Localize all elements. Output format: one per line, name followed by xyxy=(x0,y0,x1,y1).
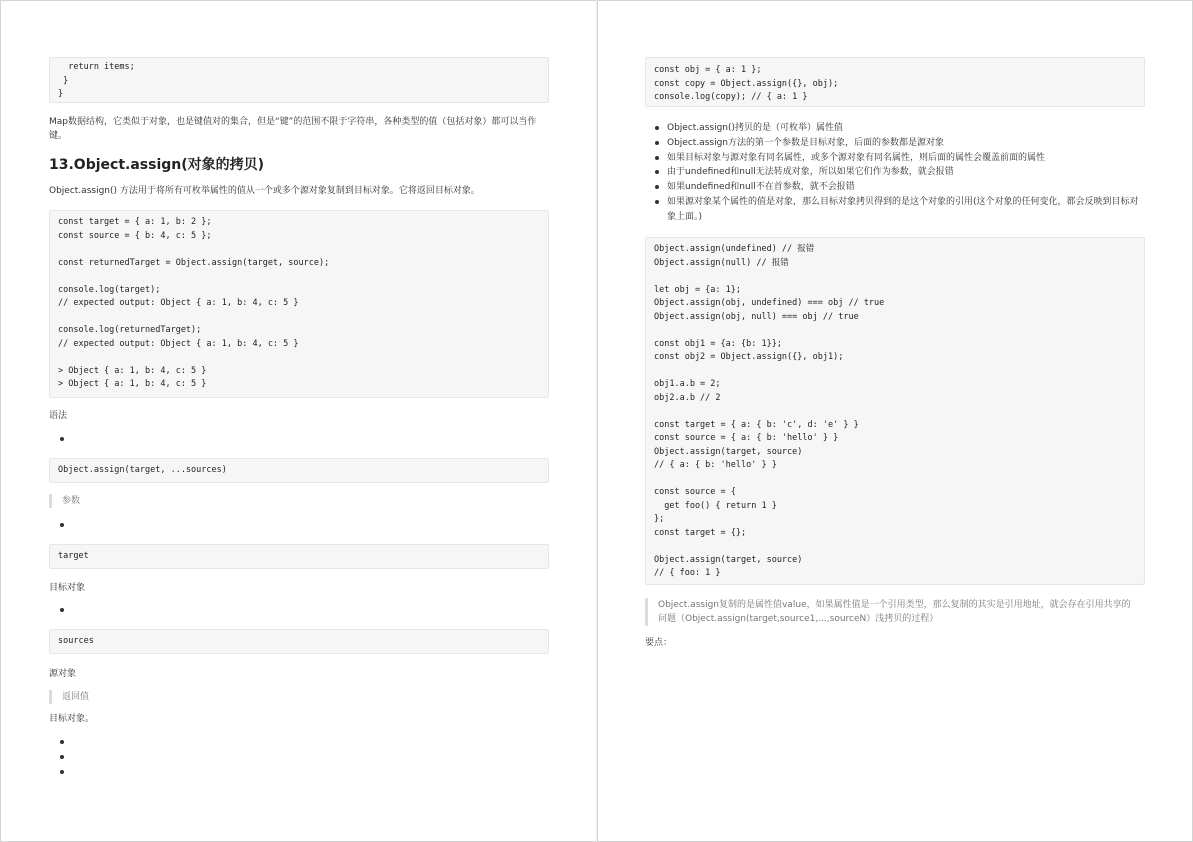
list-item: 如果源对象某个属性的值是对象，那么目标对象拷贝得到的是这个对象的引用(这个对象的任何变化，都会反映到目标对象上面。) xyxy=(645,195,1145,225)
left-page xyxy=(0,0,596,842)
list-bullet xyxy=(60,755,64,759)
code-block-example: const target = { a: 1, b: 2 }; const source = { b: 4, c: 5 }; const returnedTarget = Object.assign(target, source); console.log(target); // expected output: Object { a: 1, b: 4, c: 5 } console.log(returnedTarget); // expected output: Object { a: 1, b: 4, c: 5 } > Object { a: 1, b: 4, c: 5 } > Object { a: 1, b: 4, c: 5 } xyxy=(49,210,549,398)
code-block-sources: sources xyxy=(49,629,549,654)
params-quote: 参数 xyxy=(49,494,80,508)
code-block-syntax: Object.assign(target, ...sources) xyxy=(49,458,549,483)
sources-description: 源对象 xyxy=(49,669,77,679)
list-bullet xyxy=(60,740,64,744)
list-item: Object.assign方法的第一个参数是目标对象，后面的参数都是源对象 xyxy=(645,136,1145,151)
list-bullet xyxy=(60,608,64,612)
list-bullet xyxy=(60,437,64,441)
return-description: 目标对象。 xyxy=(49,714,95,724)
list-item: 如果undefined和null不在首参数，就不会报错 xyxy=(645,180,1145,195)
map-paragraph: Map数据结构，它类似于对象，也是键值对的集合，但是“键”的范围不限于字符串，各种类型的值（包括对象）都可以当作键。 xyxy=(49,117,537,141)
return-quote: 返回值 xyxy=(49,690,89,704)
section-heading: 13.Object.assign(对象的拷贝) xyxy=(49,157,265,173)
code-block-copy: const obj = { a: 1 }; const copy = Object.assign({}, obj); console.log(copy); // { a: 1 } xyxy=(645,57,1145,107)
list-item: 如果目标对象与源对象有同名属性，或多个源对象有同名属性，则后面的属性会覆盖前面的属性 xyxy=(645,151,1145,166)
note-quote: Object.assign复制的是属性值value，如果属性值是一个引用类型，那么复制的其实是引用地址，就会存在引用共享的问题（Object.assign(target,source1,...,sourceN）浅拷贝的过程） xyxy=(645,598,1135,626)
key-points-label: 要点： xyxy=(645,638,673,648)
intro-paragraph: Object.assign() 方法用于将所有可枚举属性的值从一个或多个源对象复制到目标对象。它将返回目标对象。 xyxy=(49,186,480,196)
target-description: 目标对象 xyxy=(49,583,86,593)
list-bullet xyxy=(60,523,64,527)
code-block-target: target xyxy=(49,544,549,569)
right-page xyxy=(597,0,1193,842)
list-item: Object.assign()拷贝的是（可枚举）属性值 xyxy=(645,121,1145,136)
syntax-label: 语法 xyxy=(49,411,68,421)
assign-rules-list xyxy=(645,121,1145,225)
list-bullet xyxy=(60,770,64,774)
code-block-top: return items; } } xyxy=(49,57,549,103)
code-block-main: Object.assign(undefined) // 报错 Object.assign(null) // 报错 let obj = {a: 1}; Object.assign(obj, undefined) === obj // true Object.assign(obj, null) === obj // true const obj1 = {a: {b: 1}}; const obj2 = Object.assign({}, obj1); obj1.a.b = 2; obj2.a.b // 2 const target = { a: { b: 'c', d: 'e' } } const source = { a: { b: 'hello' } } Object.assign(target, source) // { a: { b: 'hello' } } const source = { get foo() { return 1 } }; const target = {}; Object.assign(target, source) // { foo: 1 } xyxy=(645,237,1145,585)
list-item: 由于undefined和null无法转成对象，所以如果它们作为参数，就会报错 xyxy=(645,165,1145,180)
